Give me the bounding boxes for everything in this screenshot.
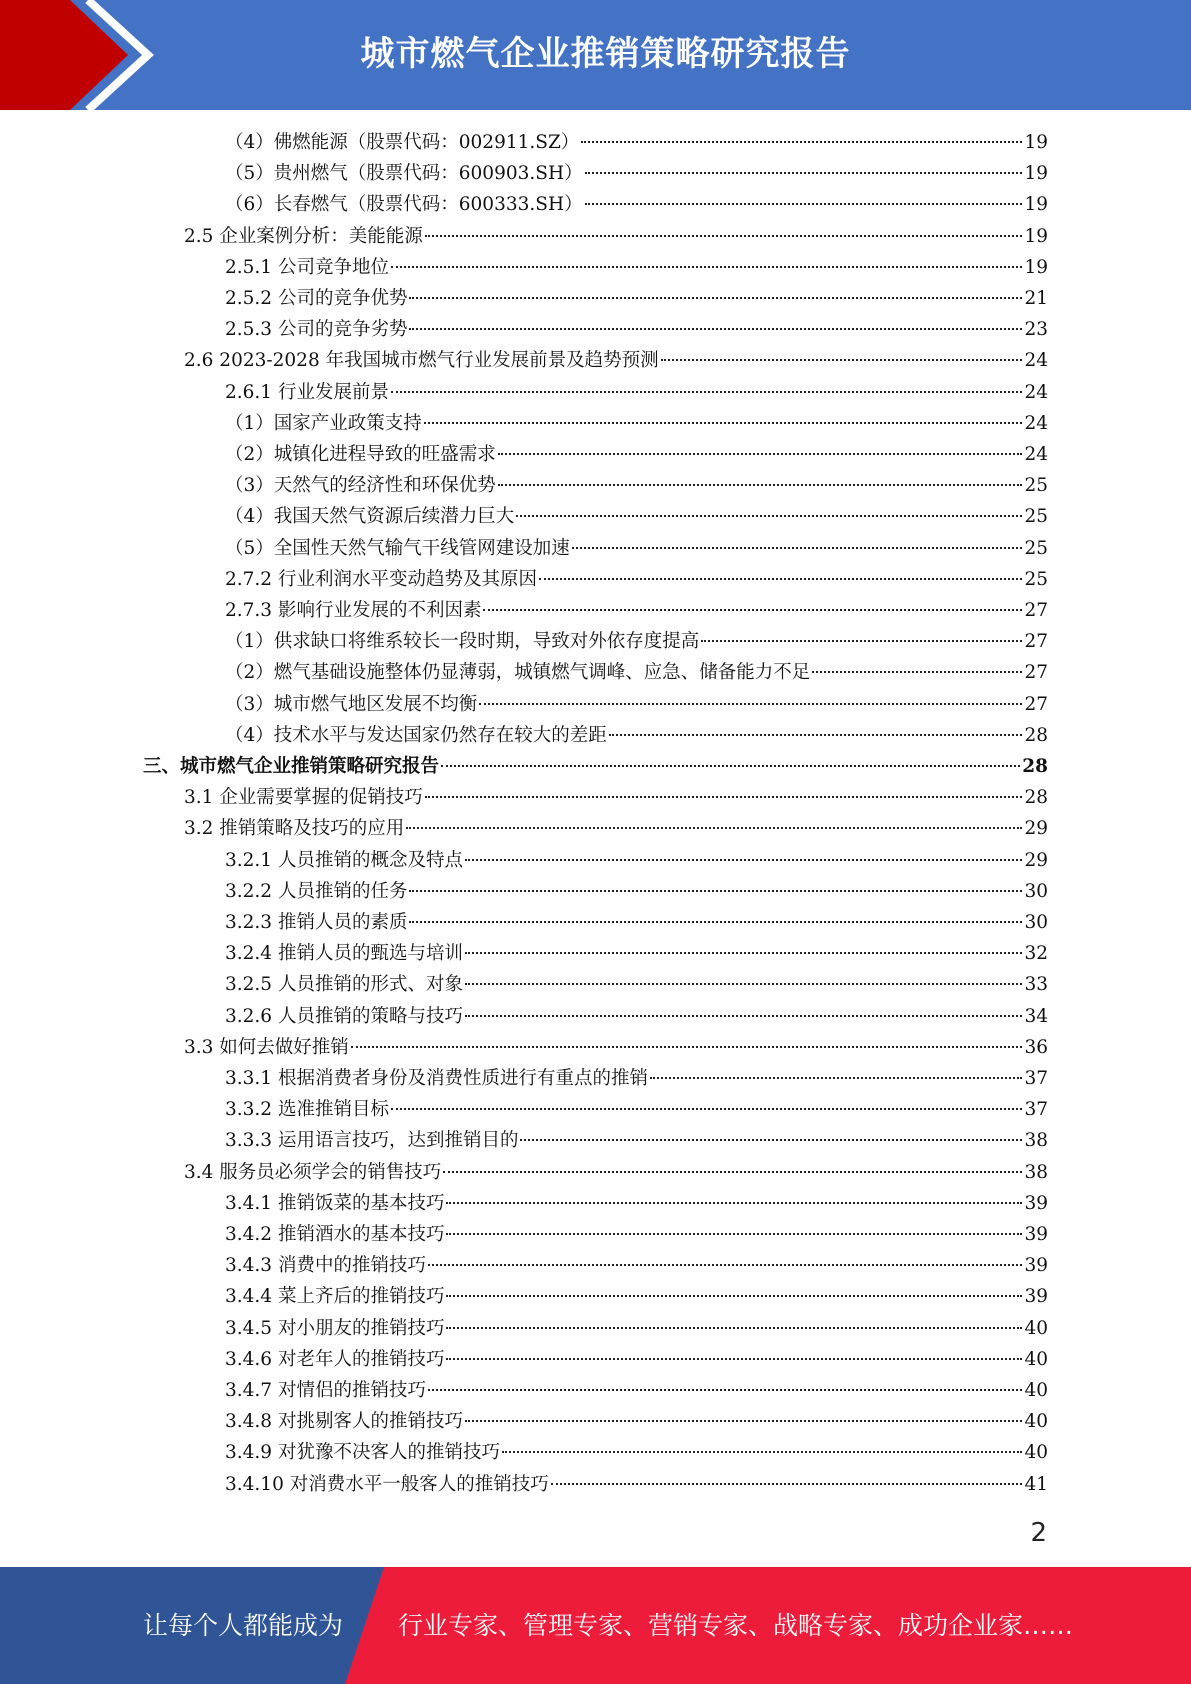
toc-entry-label: （5）全国性天然气输气干线管网建设加速 [225, 537, 570, 559]
toc-entry-page: 24 [1024, 381, 1048, 403]
toc-dot-leader [465, 1420, 1022, 1422]
toc-dot-leader [409, 328, 1022, 330]
toc-dot-leader [812, 671, 1022, 673]
toc-entry-label: （2）城镇化进程导致的旺盛需求 [225, 444, 496, 465]
toc-entry[interactable] [184, 782, 1048, 813]
toc-dot-leader [609, 734, 1023, 736]
toc-entry[interactable] [225, 1437, 1048, 1468]
toc-entry-label: 3.3.3 运用语言技巧，达到推销目的 [225, 1130, 519, 1152]
toc-entry-label: 3.2.1 人员推销的概念及特点 [225, 849, 463, 871]
toc-entry[interactable] [225, 1313, 1048, 1344]
toc-entry[interactable] [225, 1094, 1048, 1125]
toc-entry-page: 34 [1024, 1005, 1048, 1027]
toc-entry-page: 28 [1024, 787, 1048, 809]
toc-entry-label: 3.4.8 对挑剔客人的推销技巧 [225, 1411, 463, 1433]
toc-dot-leader [498, 453, 1023, 455]
toc-entry[interactable] [225, 689, 1048, 720]
toc-entry-page: 39 [1024, 1224, 1048, 1245]
toc-entry-label: 2.5.1 公司竞争地位 [225, 256, 389, 278]
toc-entry-page: 27 [1024, 693, 1048, 715]
toc-entry[interactable] [225, 252, 1048, 283]
toc-entry[interactable] [143, 751, 1048, 782]
toc-dot-leader [428, 1389, 1022, 1391]
toc-dot-leader [446, 1233, 1022, 1235]
footer-slogan-left: 让每个人都能成为 [143, 1611, 344, 1640]
toc-dot-leader [351, 1046, 1023, 1048]
toc-entry-page: 19 [1024, 225, 1048, 247]
toc-dot-leader [465, 1015, 1022, 1017]
toc-entry-label: 3.3.1 根据消费者身份及消费性质进行有重点的推销 [225, 1068, 648, 1089]
toc-entry-label: 2.5 企业案例分析：美能能源 [184, 225, 423, 247]
toc-entry-page: 40 [1024, 1442, 1048, 1464]
toc-entry-label: 2.7.3 影响行业发展的不利因素 [225, 600, 482, 621]
toc-entry-label: 3.2.5 人员推销的形式、对象 [225, 974, 463, 996]
footer-slogan-right: 行业专家、管理专家、营销专家、战略专家、成功企业家…… [398, 1611, 1074, 1640]
toc-entry[interactable] [184, 813, 1048, 844]
toc-entry-page: 37 [1024, 1099, 1048, 1121]
toc-entry[interactable] [225, 1219, 1048, 1250]
toc-dot-leader [425, 796, 1023, 798]
toc-entry[interactable] [225, 1125, 1048, 1156]
toc-dot-leader [572, 547, 1023, 549]
toc-entry-page: 39 [1024, 1192, 1048, 1214]
toc-dot-leader [424, 422, 1023, 424]
toc-entry-label: （6）长春燃气（股票代码：600333.SH） [225, 194, 583, 216]
toc-dot-leader [409, 921, 1022, 923]
toc-entry-page: 38 [1024, 1161, 1048, 1183]
toc-entry-page: 25 [1024, 475, 1048, 497]
toc-entry-label: （4）技术水平与发达国家仍然存在较大的差距 [225, 724, 607, 746]
toc-entry-label: 3.4.3 消费中的推销技巧 [225, 1255, 426, 1277]
toc-entry-page: 19 [1024, 194, 1048, 216]
toc-entry-page: 39 [1024, 1255, 1048, 1277]
toc-entry-label: 3.2.3 推销人员的素质 [225, 912, 408, 933]
toc-entry-label: （2）燃气基础设施整体仍显薄弱，城镇燃气调峰、应急、储备能力不足 [225, 662, 811, 684]
toc-dot-leader [465, 983, 1022, 985]
toc-entry[interactable] [225, 439, 1048, 470]
toc-entry[interactable] [225, 1406, 1048, 1437]
toc-entry[interactable] [225, 1001, 1048, 1032]
toc-dot-leader [391, 391, 1022, 393]
toc-entry-label: 三、城市燃气企业推销策略研究报告 [143, 756, 440, 777]
toc-entry-label: 3.4.10 对消费水平一般客人的推销技巧 [225, 1473, 549, 1495]
toc-dot-leader [441, 765, 1020, 767]
toc-entry-page: 27 [1024, 662, 1048, 684]
toc-entry[interactable] [225, 501, 1048, 532]
toc-entry-page: 36 [1024, 1036, 1048, 1058]
toc-entry-page: 24 [1024, 350, 1048, 372]
toc-entry-label: 2.6 2023-2028 年我国城市燃气行业发展前景及趋势预测 [184, 350, 659, 372]
toc-entry-label: 2.5.3 公司的竞争劣势 [225, 319, 408, 341]
toc-entry-label: 3.2.4 推销人员的甄选与培训 [225, 943, 463, 965]
toc-entry[interactable] [225, 1281, 1048, 1312]
toc-entry[interactable] [184, 345, 1048, 376]
toc-dot-leader [585, 203, 1023, 205]
toc-entry[interactable] [225, 1250, 1048, 1281]
toc-dot-leader [465, 952, 1022, 954]
toc-entry-label: 3.3.2 选准推销目标 [225, 1099, 389, 1121]
toc-entry-label: 3.2 推销策略及技巧的应用 [184, 818, 405, 840]
toc-dot-leader [391, 1108, 1022, 1110]
toc-entry[interactable] [225, 1188, 1048, 1219]
toc-entry-label: （3）天然气的经济性和环保优势 [225, 475, 496, 497]
toc-entry-page: 25 [1024, 568, 1048, 590]
toc-entry[interactable] [225, 595, 1048, 626]
toc-dot-leader [539, 578, 1022, 580]
toc-entry-label: （4）我国天然气资源后续潜力巨大 [225, 506, 515, 528]
page-header [0, 0, 1191, 110]
toc-entry-page: 23 [1024, 319, 1048, 341]
toc-entry[interactable] [225, 377, 1048, 408]
toc-entry-page: 40 [1024, 1380, 1048, 1401]
toc-entry-label: 3.2.2 人员推销的任务 [225, 880, 408, 902]
toc-entry[interactable] [225, 564, 1048, 595]
toc-entry[interactable] [225, 314, 1048, 345]
toc-entry-label: 3.4.9 对犹豫不决客人的推销技巧 [225, 1442, 500, 1464]
toc-dot-leader [498, 484, 1023, 486]
toc-entry-label: 3.4.4 菜上齐后的推销技巧 [225, 1286, 445, 1308]
toc-entry-page: 29 [1024, 849, 1048, 871]
toc-entry-page: 41 [1024, 1473, 1048, 1495]
toc-dot-leader [661, 359, 1023, 361]
toc-entry-page: 39 [1024, 1286, 1048, 1308]
toc-entry-label: 2.7.2 行业利润水平变动趋势及其原因 [225, 568, 537, 590]
toc-entry[interactable] [225, 1375, 1048, 1406]
toc-entry[interactable] [225, 938, 1048, 969]
toc-dot-leader [391, 266, 1022, 268]
toc-entry-page: 40 [1024, 1317, 1048, 1339]
toc-entry-label: （3）城市燃气地区发展不均衡 [225, 693, 478, 715]
toc-entry-page: 28 [1022, 756, 1048, 777]
toc-entry-page: 19 [1024, 256, 1048, 278]
toc-entry-page: 33 [1024, 974, 1048, 996]
toc-dot-leader [502, 1451, 1022, 1453]
toc-dot-leader [581, 141, 1022, 143]
toc-entry-label: 2.6.1 行业发展前景 [225, 381, 389, 403]
page-title: 城市燃气企业推销策略研究报告 [360, 34, 851, 74]
toc-entry-label: 3.4.5 对小朋友的推销技巧 [225, 1317, 445, 1339]
toc-entry[interactable] [225, 127, 1048, 158]
toc-entry[interactable] [225, 720, 1048, 751]
toc-entry[interactable] [225, 533, 1048, 564]
toc-entry-page: 30 [1024, 880, 1048, 902]
toc-entry[interactable] [225, 189, 1048, 220]
toc-entry[interactable] [225, 283, 1048, 314]
toc-entry-page: 27 [1024, 631, 1048, 653]
toc-entry-label: 3.2.6 人员推销的策略与技巧 [225, 1005, 463, 1027]
toc-entry-label: 3.4.2 推销酒水的基本技巧 [225, 1224, 445, 1245]
toc-entry[interactable] [184, 1032, 1048, 1063]
toc-entry[interactable] [225, 1063, 1048, 1094]
toc-dot-leader [406, 827, 1022, 829]
page-number: 2 [1030, 1518, 1047, 1548]
toc-dot-leader [585, 172, 1023, 174]
toc-entry-page: 32 [1024, 943, 1048, 965]
toc-entry[interactable] [225, 969, 1048, 1000]
toc-dot-leader [701, 640, 1022, 642]
toc-entry-page: 29 [1024, 818, 1048, 840]
toc-entry-page: 27 [1024, 600, 1048, 621]
toc-entry-page: 37 [1024, 1068, 1048, 1089]
toc-entry[interactable] [225, 845, 1048, 876]
toc-entry-page: 24 [1024, 444, 1048, 465]
toc-entry-page: 40 [1024, 1411, 1048, 1433]
toc-dot-leader [520, 1139, 1022, 1141]
toc-entry-page: 21 [1024, 288, 1048, 309]
toc-entry-label: （1）国家产业政策支持 [225, 412, 422, 434]
toc-dot-leader [465, 859, 1022, 861]
toc-entry-label: 3.4.1 推销饭菜的基本技巧 [225, 1192, 445, 1214]
toc-dot-leader [479, 703, 1022, 705]
toc-entry[interactable] [225, 1469, 1048, 1500]
toc-entry-page: 30 [1024, 912, 1048, 933]
toc-entry-label: 3.3 如何去做好推销 [184, 1036, 349, 1058]
toc-entry-label: （4）佛燃能源（股票代码：002911.SZ） [225, 132, 580, 153]
toc-dot-leader [446, 1202, 1022, 1204]
toc-dot-leader [516, 515, 1022, 517]
toc-entry-page: 25 [1024, 506, 1048, 528]
toc-entry[interactable] [225, 907, 1048, 938]
toc-dot-leader [446, 1358, 1022, 1360]
toc-dot-leader [551, 1483, 1023, 1485]
toc-dot-leader [409, 297, 1022, 299]
toc-dot-leader [425, 235, 1023, 237]
toc-entry[interactable] [225, 408, 1048, 439]
toc-entry-label: 3.4.6 对老年人的推销技巧 [225, 1348, 445, 1370]
toc-entry-page: 38 [1024, 1130, 1048, 1152]
toc-entry[interactable] [184, 221, 1048, 252]
toc-entry[interactable] [225, 876, 1048, 907]
toc-entry-label: 3.4 服务员必须学会的销售技巧 [184, 1161, 442, 1183]
page-footer [0, 1567, 1191, 1684]
toc-entry[interactable] [184, 1157, 1048, 1188]
toc-entry[interactable] [225, 657, 1048, 688]
toc-dot-leader [483, 609, 1022, 611]
toc-entry-page: 19 [1024, 163, 1048, 185]
toc-dot-leader [409, 890, 1022, 892]
toc-entry-page: 28 [1024, 724, 1048, 746]
toc-dot-leader [446, 1327, 1022, 1329]
toc-entry-label: 3.4.7 对情侣的推销技巧 [225, 1380, 426, 1401]
toc-entry-page: 40 [1024, 1348, 1048, 1370]
toc-entry[interactable] [225, 158, 1048, 189]
toc-dot-leader [650, 1077, 1022, 1079]
toc-entry-label: （1）供求缺口将维系较长一段时期，导致对外依存度提高 [225, 631, 700, 653]
toc-dot-leader [446, 1295, 1022, 1297]
toc-entry-label: 2.5.2 公司的竞争优势 [225, 288, 408, 309]
toc-entry-page: 19 [1024, 132, 1048, 153]
toc-entry-page: 25 [1024, 537, 1048, 559]
toc-dot-leader [443, 1171, 1022, 1173]
toc-entry-label: 3.1 企业需要掌握的促销技巧 [184, 787, 423, 809]
toc-entry[interactable] [225, 626, 1048, 657]
toc-dot-leader [428, 1264, 1022, 1266]
toc-entry[interactable] [225, 470, 1048, 501]
toc-entry[interactable] [225, 1344, 1048, 1375]
toc-entry-label: （5）贵州燃气（股票代码：600903.SH） [225, 163, 583, 185]
toc-entry-page: 24 [1024, 412, 1048, 434]
